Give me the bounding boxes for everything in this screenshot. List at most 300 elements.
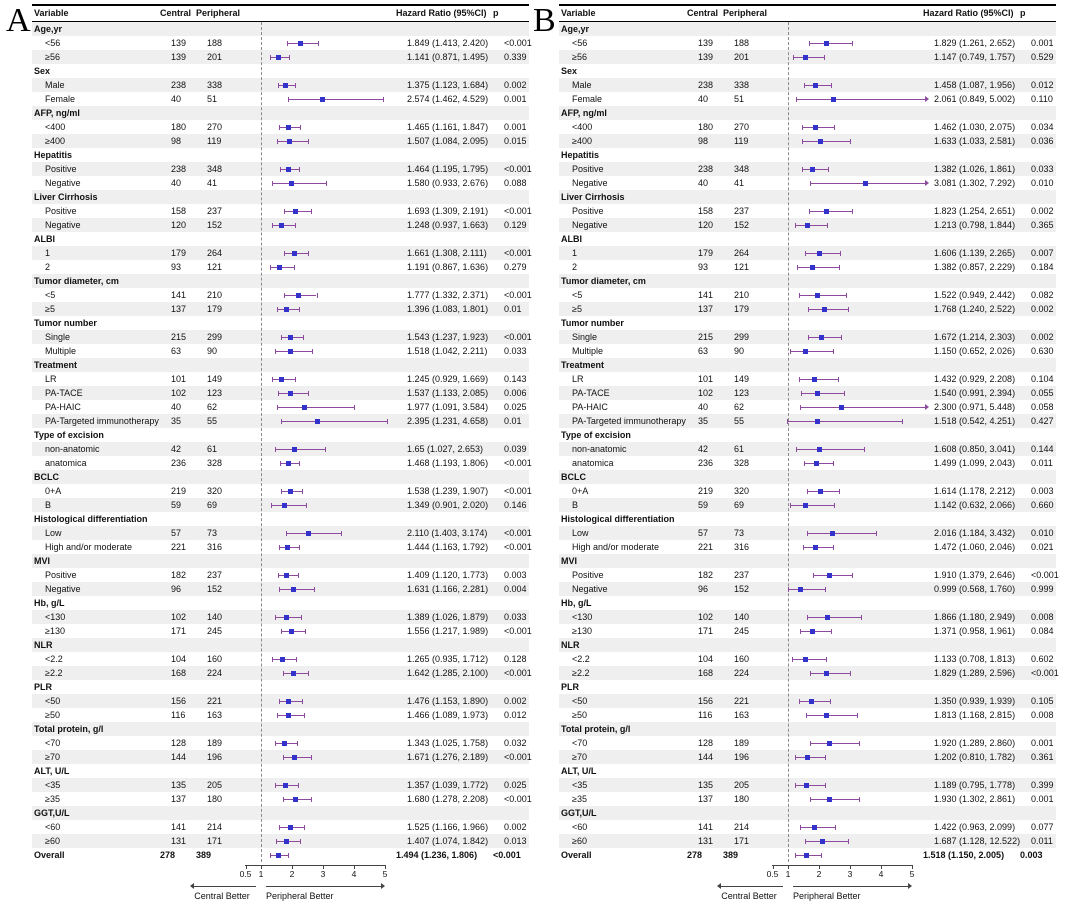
ci-plot [784,288,934,302]
p-value: 0.630 [1031,346,1054,356]
ci-cap-right [876,531,877,536]
row-label: Low [572,528,589,538]
row-label: LR [572,374,584,384]
p-value: 0.361 [1031,752,1054,762]
ci-plot [246,64,396,78]
p-value: <0.001 [504,458,532,468]
p-value [1020,764,1056,778]
ci-plot [784,120,934,134]
hr-marker [288,391,293,396]
hr-ci-text [923,554,1020,568]
ci-cap-left [281,419,282,424]
hr-ci-text: 1.422 (0.963, 2.099) [934,822,1016,832]
row-label: <5 [45,290,56,300]
group-row [559,274,1056,288]
hr-ci-text: 1.349 (0.901, 2.020) [407,500,489,510]
central-count: 131 [171,836,187,846]
central-count [160,764,196,778]
ci-line [795,225,827,226]
ci-cap-right [299,461,300,466]
peripheral-count [196,106,246,120]
row-label: PA-HAIC [45,402,81,412]
ci-plot [784,414,934,428]
central-count [687,638,723,652]
ci-plot [773,512,923,526]
ci-line [807,617,862,618]
group-row [32,148,529,162]
group-row [32,722,529,736]
ci-plot [246,848,396,862]
p-value [1020,680,1056,694]
arrow-line [793,886,910,887]
ci-cap-left [276,839,277,844]
p-value: 0.01 [504,304,522,314]
peripheral-better-label: Peripheral Better [793,891,861,901]
p-value: 0.339 [504,52,527,62]
hr-marker [302,405,307,410]
hr-marker [813,545,818,550]
hr-marker [804,783,809,788]
row-label: AFP, ng/ml [561,108,607,118]
central-count [160,64,196,78]
ci-cap-right [295,83,296,88]
hr-ci-text [396,512,493,526]
panel-b-label: B [533,2,556,39]
p-value: 0.077 [1031,822,1054,832]
data-row [559,260,1056,274]
hr-marker [286,699,291,704]
central-count: 128 [698,738,714,748]
hr-marker [820,839,825,844]
hr-ci-text: 1.147 (0.749, 1.757) [934,52,1016,62]
hr-marker [279,377,284,382]
central-count: 182 [698,570,714,580]
p-value: 0.015 [504,136,527,146]
hr-ci-text [923,470,1020,484]
hr-ci-text: 0.999 (0.568, 1.760) [934,584,1016,594]
row-label: High and/or moderate [45,542,133,552]
hr-ci-text [396,638,493,652]
axis-tick-label: 3 [320,869,326,879]
peripheral-count: 389 [723,850,739,860]
ci-plot [784,386,934,400]
peripheral-count [723,190,773,204]
ci-plot [784,792,934,806]
peripheral-count: 224 [207,668,223,678]
ci-cap-right [311,797,312,802]
ci-line [800,407,925,408]
hr-marker [813,83,818,88]
hr-ci-text [396,148,493,162]
data-row [32,344,529,358]
ci-cap-left [807,615,808,620]
p-value: <0.001 [504,542,532,552]
data-row [559,792,1056,806]
ci-cap-left [795,755,796,760]
hr-ci-text [923,232,1020,246]
ci-cap-right [834,125,835,130]
hr-ci-text [396,764,493,778]
hr-ci-text: 1.543 (1.237, 1.923) [407,332,489,342]
ci-cap-left [270,853,271,858]
central-count: 141 [698,290,714,300]
peripheral-count: 61 [207,444,218,454]
peripheral-count [196,232,246,246]
peripheral-count: 338 [207,80,223,90]
axis-tick-label: 5 [382,869,388,879]
ci-plot [784,834,934,848]
peripheral-count: 179 [207,304,223,314]
axis-tick-label: 1 [785,869,791,879]
p-value: 0.003 [504,570,527,580]
p-value: 0.012 [1031,80,1054,90]
row-label: GGT,U/L [34,808,70,818]
row-label: Positive [45,206,77,216]
overall-row [32,848,529,862]
row-label: Hepatitis [34,150,73,160]
ci-line [796,449,864,450]
ci-plot [246,554,396,568]
data-row [32,694,529,708]
row-label: 2 [572,262,578,272]
row-label: Liver Cirrhosis [561,192,625,202]
ci-cap-right [859,797,860,802]
ci-line [272,183,326,184]
hr-ci-text: 1.65 (1.027, 2.653) [407,444,484,454]
central-count: 141 [171,290,187,300]
ci-plot [257,120,407,134]
central-better-label: Central Better [721,891,777,901]
p-value: 0.036 [1031,136,1054,146]
ci-cap-right [302,699,303,704]
hr-ci-text: 1.525 (1.166, 1.966) [407,822,489,832]
peripheral-count [723,358,773,372]
group-row [559,512,1056,526]
ci-cap-left [799,377,800,382]
hr-ci-text [923,148,1020,162]
peripheral-count: 214 [734,822,750,832]
row-label: <50 [572,696,588,706]
hr-ci-text: 1.343 (1.025, 1.758) [407,738,489,748]
central-count: 215 [698,332,714,342]
peripheral-count [196,806,246,820]
central-count: 102 [698,612,714,622]
ci-cap-right [387,419,388,424]
ci-plot [257,484,407,498]
row-label: <130 [572,612,593,622]
p-value: <0.001 [504,626,532,636]
row-label: Age,yr [34,24,63,34]
peripheral-count: 152 [734,584,750,594]
central-count: 156 [171,696,187,706]
row-label: LR [45,374,57,384]
hr-ci-text: 1.556 (1.217, 1.989) [407,626,489,636]
peripheral-count [723,806,773,820]
overall-row [559,848,1056,862]
row-label: Negative [572,178,608,188]
ci-plot [784,50,934,64]
ci-cap-right [852,41,853,46]
data-row [559,134,1056,148]
row-label: 2 [45,262,51,272]
peripheral-better-arrow [264,883,385,889]
peripheral-count: 205 [734,780,750,790]
ci-plot [246,106,396,120]
ci-cap-left [800,825,801,830]
ci-cap-left [799,699,800,704]
p-value: 0.279 [504,262,527,272]
peripheral-count [196,722,246,736]
central-count [160,722,196,736]
ci-cap-left [790,349,791,354]
ci-plot [257,386,407,400]
ci-plot [257,330,407,344]
central-count [687,764,723,778]
col-header-plot [773,6,923,21]
row-label: ≥400 [45,136,65,146]
ci-plot [784,778,934,792]
ci-line [799,295,845,296]
hr-ci-text: 1.245 (0.929, 1.669) [407,374,489,384]
row-label: ≥56 [45,52,60,62]
ci-cap-left [801,391,802,396]
ci-line [802,127,834,128]
data-row [32,750,532,764]
p-value [1020,428,1056,442]
ci-cap-right [833,461,834,466]
peripheral-count: 320 [207,486,223,496]
ci-cap-right [299,167,300,172]
data-row [32,792,532,806]
central-count: 219 [698,486,714,496]
group-row [559,358,1056,372]
ci-plot [257,568,407,582]
panel-b-table [559,4,1059,904]
ci-plot [246,232,396,246]
row-label: Low [45,528,62,538]
ci-line [275,449,325,450]
ci-line [790,351,833,352]
ci-cap-left [278,573,279,578]
p-value [493,596,529,610]
central-count: 278 [160,850,176,860]
hr-ci-text: 1.499 (1.099, 2.043) [934,458,1016,468]
peripheral-count [196,148,246,162]
peripheral-count: 196 [734,752,750,762]
central-count: 104 [171,654,187,664]
ci-cap-right [303,335,304,340]
ci-cap-left [804,461,805,466]
hr-marker [291,671,296,676]
row-label: ≥60 [572,836,587,846]
row-label: Tumor number [561,318,624,328]
peripheral-count [723,148,773,162]
ci-cap-left [270,265,271,270]
group-row [32,806,529,820]
axis-tick-label: 2 [289,869,295,879]
p-value [493,358,529,372]
central-count [160,596,196,610]
panel-a [4,4,531,904]
p-value [1020,316,1056,330]
ci-line [805,253,840,254]
ci-plot [257,624,407,638]
ci-line [809,211,852,212]
row-label: Tumor diameter, cm [561,276,646,286]
hr-marker [803,657,808,662]
ci-plot [784,750,934,764]
p-value: 0.025 [504,780,527,790]
ci-plot [784,344,934,358]
group-row [559,64,1056,78]
row-label: ≥400 [572,136,592,146]
p-value [1020,722,1056,736]
ci-plot [784,92,934,106]
central-count: 156 [698,696,714,706]
group-row [32,680,529,694]
row-label: ≥130 [572,626,592,636]
hr-marker [293,209,298,214]
peripheral-count [196,274,246,288]
data-row [559,708,1056,722]
peripheral-count: 163 [734,710,750,720]
ci-plot [784,736,934,750]
ci-plot [257,344,407,358]
peripheral-count: 389 [196,850,212,860]
group-row [559,596,1056,610]
peripheral-count [723,316,773,330]
central-count: 238 [171,164,187,174]
hr-ci-text: 1.823 (1.254, 2.651) [934,206,1016,216]
ci-cap-left [275,349,276,354]
hr-marker [809,699,814,704]
row-label: Sex [561,66,578,76]
p-value: 0.184 [1031,262,1054,272]
ci-plot [257,736,407,750]
p-value: 0.039 [504,444,527,454]
row-label: ALBI [561,234,582,244]
central-count: 238 [698,164,714,174]
ci-cap-left [284,251,285,256]
ci-cap-right [297,741,298,746]
p-value: 0.602 [1031,654,1054,664]
ci-cap-left [281,489,282,494]
ci-cap-left [807,489,808,494]
ci-cap-left [279,125,280,130]
p-value [493,190,529,204]
ci-plot [246,806,396,820]
ci-plot [257,582,407,596]
ci-plot [773,554,923,568]
row-label: ALBI [34,234,55,244]
row-label: ≥2.2 [45,668,63,678]
hr-ci-text: 2.395 (1.231, 4.658) [407,416,489,426]
data-row [32,624,532,638]
hr-ci-text: 2.300 (0.971, 5.448) [934,402,1016,412]
p-value: 0.008 [1031,612,1054,622]
ci-plot [257,288,407,302]
peripheral-count [723,722,773,736]
data-row [32,386,529,400]
peripheral-count [723,512,773,526]
peripheral-count: 221 [734,696,750,706]
data-row [559,344,1056,358]
hr-ci-text [923,806,1020,820]
peripheral-count [196,190,246,204]
p-value [493,232,529,246]
ci-cap-right [848,307,849,312]
hr-marker [289,629,294,634]
p-value [493,428,529,442]
col-header-variable: Variable [561,8,596,18]
peripheral-count [723,638,773,652]
central-count: 98 [171,136,182,146]
ci-cap-left [796,447,797,452]
group-row [559,106,1056,120]
data-row [32,736,529,750]
hr-marker [798,587,803,592]
central-count: 238 [171,80,187,90]
ci-plot [257,694,407,708]
row-label: Positive [45,164,77,174]
hr-marker [288,825,293,830]
hr-ci-text: 1.213 (0.798, 1.844) [934,220,1016,230]
p-value [1020,148,1056,162]
ci-cap-right [299,307,300,312]
data-row [32,708,529,722]
central-count: 221 [698,542,714,552]
peripheral-count [723,680,773,694]
central-count: 116 [698,710,713,720]
ci-cap-left [281,629,282,634]
p-value: 0.033 [504,346,527,356]
data-row [32,540,532,554]
hr-ci-text: 1.910 (1.379, 2.646) [934,570,1016,580]
hr-ci-text: 1.920 (1.289, 2.860) [934,738,1016,748]
central-count: 35 [171,416,182,426]
p-value: 0.660 [1031,500,1054,510]
group-row [32,232,529,246]
central-count [160,22,196,36]
hr-ci-text: 2.110 (1.403, 3.174) [407,528,488,538]
hr-ci-text [923,106,1020,120]
hr-marker [824,671,829,676]
data-row [559,302,1056,316]
central-count [687,680,723,694]
row-label: Negative [45,220,81,230]
row-label: BCLC [561,472,586,482]
data-row [32,246,532,260]
ci-plot [784,260,934,274]
ci-line [795,785,825,786]
hr-marker [824,209,829,214]
central-count: 104 [698,654,714,664]
peripheral-count: 201 [207,52,223,62]
ci-plot [784,666,934,680]
row-label: NLR [561,640,580,650]
ci-plot [257,498,407,512]
ci-cap-right [289,55,290,60]
p-value: 0.144 [1031,444,1054,454]
hr-ci-text: 1.357 (1.039, 1.772) [407,780,489,790]
axis-tick-label: 4 [351,869,357,879]
ci-cap-right [841,335,842,340]
central-count: 96 [171,584,182,594]
ci-plot [246,638,396,652]
ci-line [279,589,314,590]
col-header-peripheral: Peripheral [723,8,768,18]
row-label: B [45,500,52,510]
